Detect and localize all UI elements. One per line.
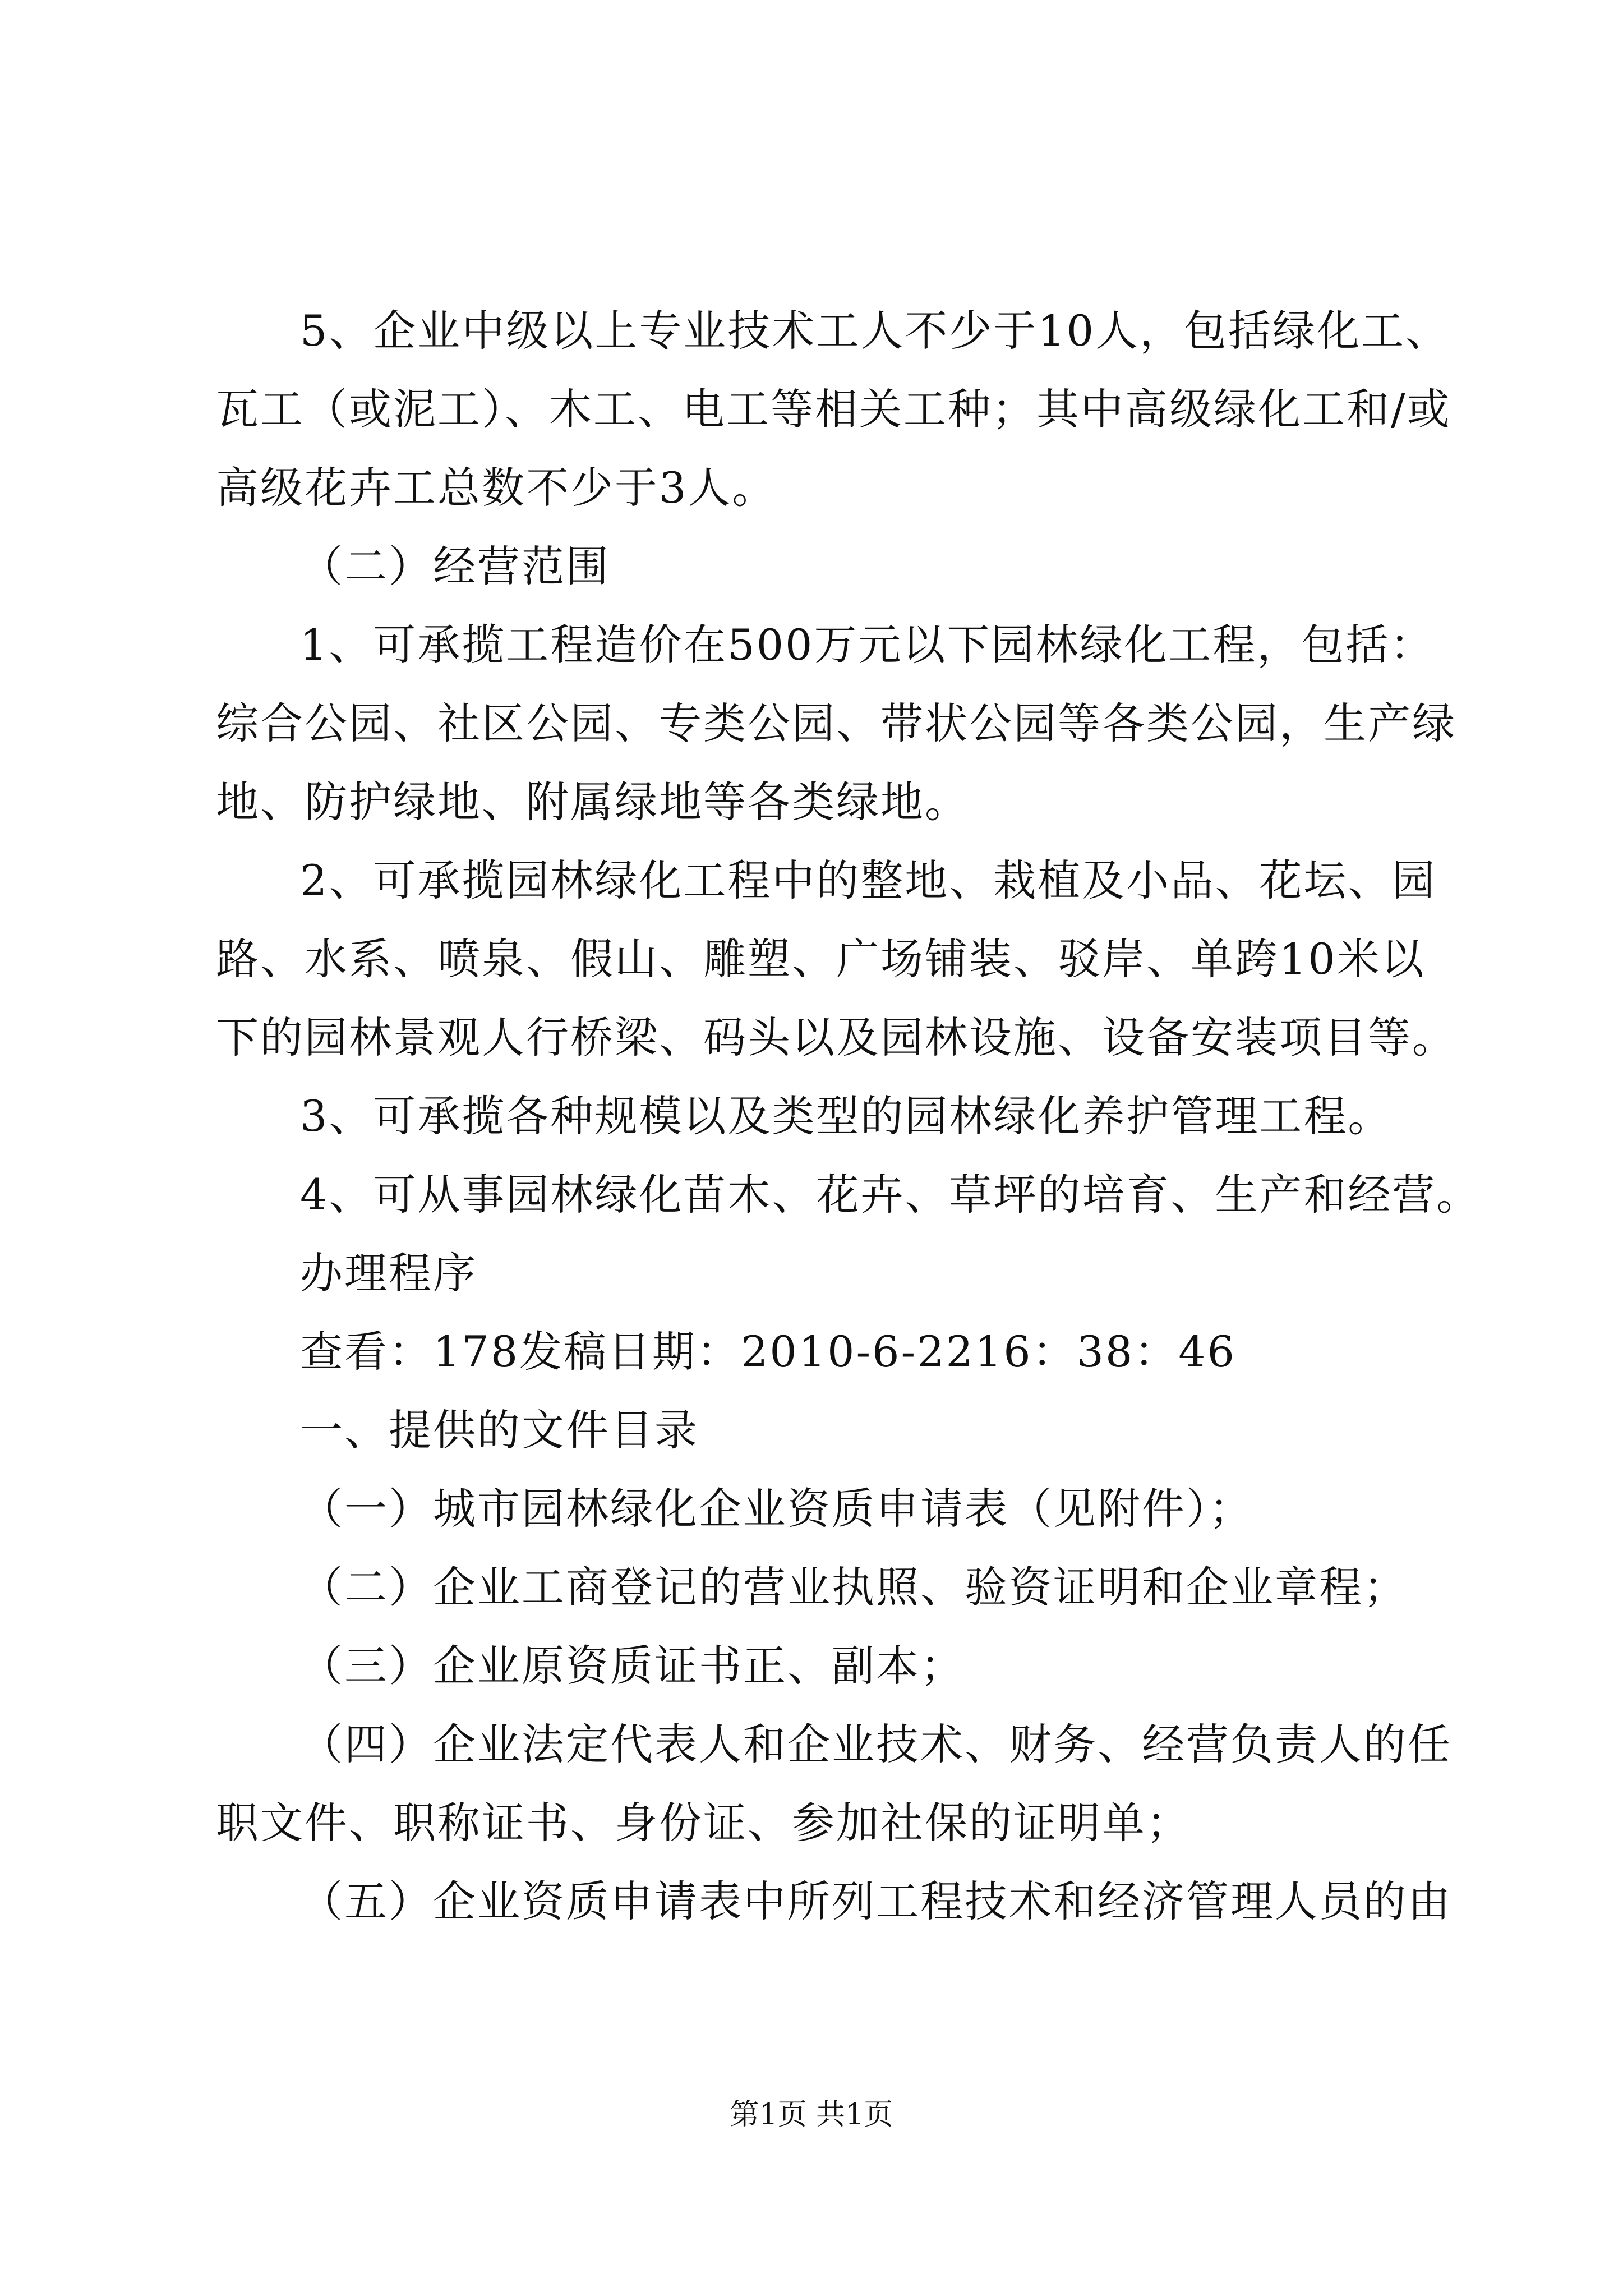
paragraph-line: 1、可承揽工程造价在500万元以下园林绿化工程，包括： <box>300 620 1435 670</box>
paragraph-line: 2、可承揽园林绿化工程中的整地、栽植及小品、花坛、园 <box>300 855 1437 905</box>
meta-line: 查看：178发稿日期：2010-6-2216：38：46 <box>300 1327 1237 1377</box>
paragraph-line: 职文件、职称证书、身份证、参加社保的证明单； <box>216 1798 1191 1848</box>
section-heading: 一、提供的文件目录 <box>300 1405 699 1455</box>
paragraph-line: 下的园林景观人行桥梁、码头以及园林设施、设备安装项目等。 <box>216 1013 1456 1062</box>
list-item: （一）城市园林绿化企业资质申请表（见附件）； <box>300 1484 1253 1534</box>
paragraph-line: 3、可承揽各种规模以及类型的园林绿化养护管理工程。 <box>300 1091 1393 1141</box>
paragraph-line: 路、水系、喷泉、假山、雕塑、广场铺装、驳岸、单跨10米以 <box>216 934 1426 984</box>
document-body <box>216 292 1481 1941</box>
list-item: （四）企业法定代表人和企业技术、财务、经营负责人的任 <box>300 1719 1452 1769</box>
paragraph-line: 4、可从事园林绿化苗木、花卉、草坪的培育、生产和经营。 <box>300 1170 1481 1220</box>
list-item: （五）企业资质申请表中所列工程技术和经济管理人员的由 <box>300 1876 1452 1926</box>
section-heading: 办理程序 <box>300 1248 477 1298</box>
page-footer: 第1页 共1页 <box>730 2098 893 2132</box>
paragraph-line: 地、防护绿地、附属绿地等各类绿地。 <box>216 777 969 827</box>
paragraph-line: 高级花卉工总数不少于3人。 <box>216 463 777 513</box>
paragraph-line: 瓦工（或泥工）、木工、电工等相关工种；其中高级绿化工和/或 <box>216 384 1451 434</box>
paragraph-line: 5、企业中级以上专业技术工人不少于10人，包括绿化工、 <box>300 306 1450 356</box>
list-item: （三）企业原资质证书正、副本； <box>300 1641 965 1691</box>
section-heading: （二）经营范围 <box>300 541 610 591</box>
list-item: （二）企业工商登记的营业执照、验资证明和企业章程； <box>300 1562 1408 1612</box>
paragraph-line: 综合公园、社区公园、专类公园、带状公园等各类公园，生产绿 <box>216 698 1456 748</box>
